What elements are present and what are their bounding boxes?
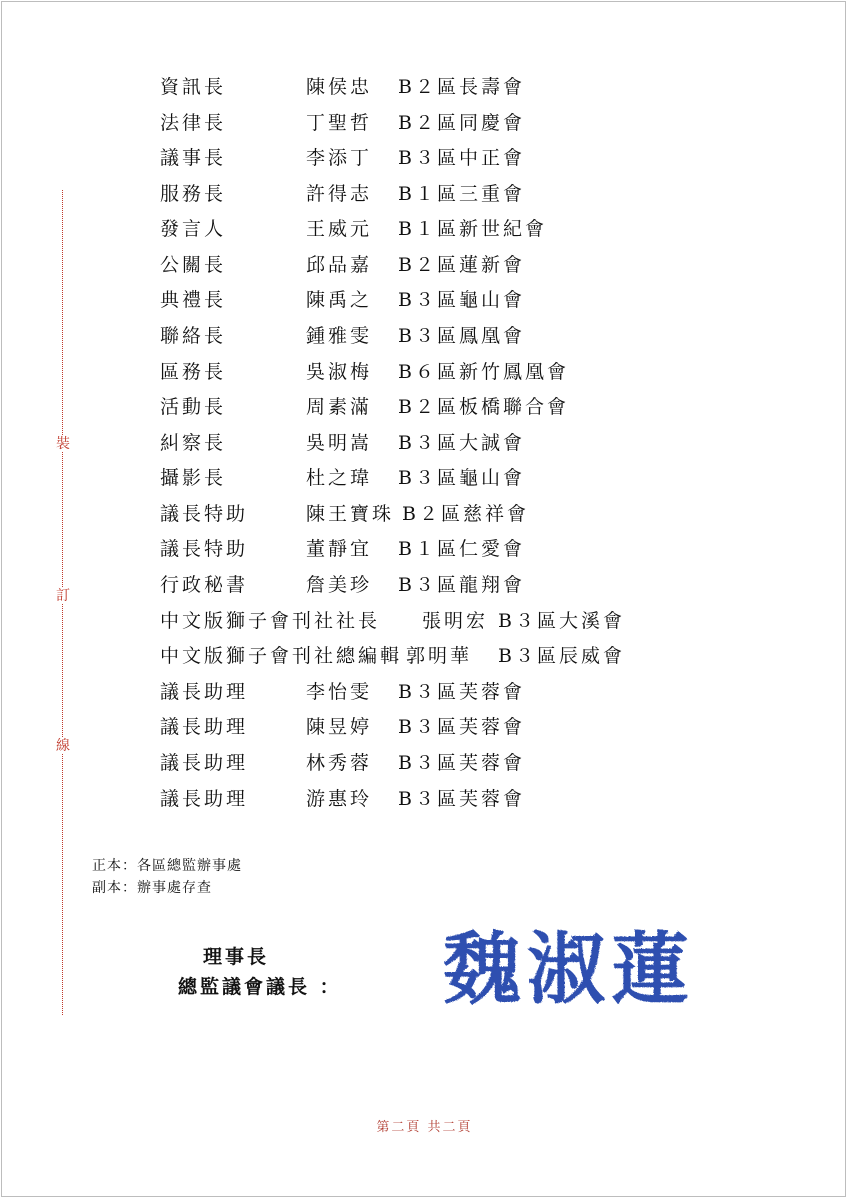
officer-club: B１區三重會 [398, 183, 525, 205]
page-number: 第二頁 共二頁 [376, 1120, 473, 1135]
officer-club: B３區芙蓉會 [398, 716, 525, 738]
officer-name: 許得志 [306, 183, 373, 205]
officer-title: 聯絡長 [160, 325, 227, 347]
officer-club: B２區板橋聯合會 [398, 396, 569, 418]
officer-name: 陳侯忠 [306, 76, 373, 98]
signature-title-chairman: 理事長 [203, 946, 270, 968]
officer-name: 郭明華 [406, 645, 473, 667]
officer-title: 中文版獅子會刊社社長 [160, 610, 381, 632]
officer-name: 吳明嵩 [306, 432, 373, 454]
officer-title: 議長助理 [160, 788, 249, 810]
officer-name: 吳淑梅 [306, 361, 373, 383]
officer-club: B３區辰威會 [498, 645, 625, 667]
officer-club: B２區蓮新會 [398, 254, 525, 276]
officer-title: 議長特助 [160, 503, 249, 525]
officer-name: 邱品嘉 [306, 254, 373, 276]
officer-name: 杜之瑋 [306, 467, 373, 489]
officer-club: B３區鳳凰會 [398, 325, 525, 347]
officer-title: 議長助理 [160, 681, 249, 703]
officer-title: 發言人 [160, 218, 227, 240]
officer-club: B３區龜山會 [398, 467, 525, 489]
officer-club: B３區芙蓉會 [398, 752, 525, 774]
officer-club: B６區新竹鳳凰會 [398, 361, 569, 383]
officer-name: 張明宏 [422, 610, 489, 632]
officer-title: 議長特助 [160, 538, 249, 560]
officer-club: B３區龍翔會 [398, 574, 525, 596]
binding-mark-ding: 訂 [56, 588, 70, 604]
officer-title: 議長助理 [160, 752, 249, 774]
officer-name: 鍾雅雯 [306, 325, 373, 347]
officer-title: 服務長 [160, 183, 227, 205]
officer-name: 丁聖哲 [306, 112, 373, 134]
officer-title: 攝影長 [160, 467, 227, 489]
officer-name: 王威元 [306, 218, 373, 240]
officer-title: 行政秘書 [160, 574, 249, 596]
officer-club: B２區長壽會 [398, 76, 525, 98]
officer-title: 議長助理 [160, 716, 249, 738]
officer-title: 中文版獅子會刊社總編輯 [160, 645, 403, 667]
seal-text: 魏淑蓮 [442, 924, 696, 1014]
officer-club: B３區龜山會 [398, 289, 525, 311]
officer-name: 李添丁 [306, 147, 373, 169]
officer-name: 游惠玲 [306, 788, 373, 810]
distribution-original: 正本：各區總監辦事處 [92, 858, 242, 874]
signature-title-speaker: 總監議會議長 ： [178, 976, 342, 998]
officer-name: 陳王寶珠 [306, 503, 395, 525]
officer-name: 林秀蓉 [306, 752, 373, 774]
officer-name: 詹美珍 [306, 574, 373, 596]
signature-seal [438, 922, 700, 1014]
officer-title: 法律長 [160, 112, 227, 134]
officer-club: B３區大溪會 [498, 610, 625, 632]
officer-club: B３區大誠會 [398, 432, 525, 454]
officer-club: B１區新世紀會 [398, 218, 547, 240]
officer-title: 公關長 [160, 254, 227, 276]
officer-title: 糾察長 [160, 432, 227, 454]
officer-club: B３區芙蓉會 [398, 681, 525, 703]
officer-name: 陳禹之 [306, 289, 373, 311]
officer-title: 典禮長 [160, 289, 227, 311]
officer-title: 區務長 [160, 361, 227, 383]
binding-mark-xian: 線 [56, 738, 70, 754]
officer-name: 董靜宜 [306, 538, 373, 560]
officer-club: B１區仁愛會 [398, 538, 525, 560]
officer-name: 周素滿 [306, 396, 373, 418]
officer-club: B３區芙蓉會 [398, 788, 525, 810]
binding-mark-zhuang: 裝 [56, 436, 70, 452]
officer-club: B３區中正會 [398, 147, 525, 169]
officer-club: B２區同慶會 [398, 112, 525, 134]
officer-title: 資訊長 [160, 76, 227, 98]
officer-title: 議事長 [160, 147, 227, 169]
officer-name: 陳昱婷 [306, 716, 373, 738]
officer-club: B２區慈祥會 [402, 503, 529, 525]
distribution-copy: 副本：辦事處存查 [92, 880, 212, 896]
officer-title: 活動長 [160, 396, 227, 418]
officer-name: 李怡雯 [306, 681, 373, 703]
